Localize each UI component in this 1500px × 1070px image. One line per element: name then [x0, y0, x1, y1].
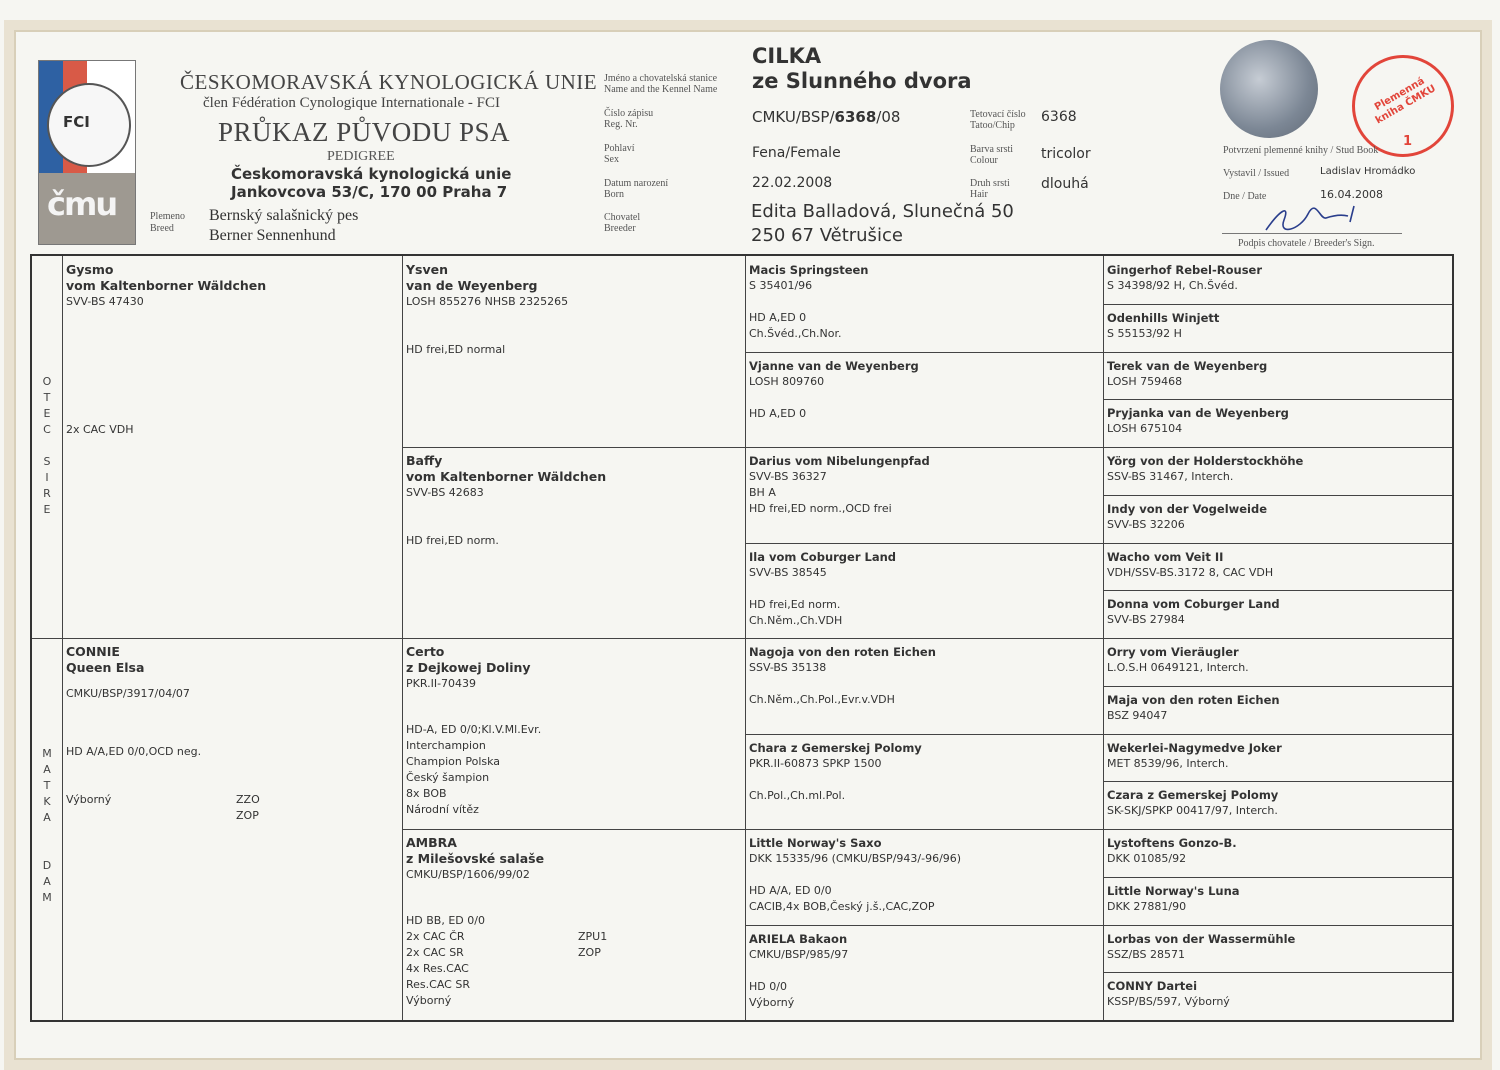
gen3-reg: DKK 15335/96 (CMKU/BSP/943/-96/96): [749, 852, 962, 865]
gen4-name: Little Norway's Luna: [1107, 883, 1240, 898]
gen2-info: Interchampion: [406, 739, 486, 752]
gen2-info: Res.CAC SR: [406, 978, 470, 991]
gen3-name: Macis Springsteen: [749, 263, 869, 277]
gen3-reg: CMKU/BSP/985/97: [749, 947, 849, 961]
gen2-name: Baffy: [406, 453, 443, 468]
gen4-reg: MET 8539/96, Interch.: [1107, 756, 1229, 770]
gen4-name: Odenhills Winjett: [1107, 310, 1220, 325]
dam-cell: [62, 638, 402, 1020]
org-name: ČESKOMORAVSKÁ KYNOLOGICKÁ UNIE: [180, 70, 598, 94]
gen3-info: Ch.Něm.,Ch.VDH: [749, 613, 843, 627]
dam-name: CONNIE: [66, 644, 120, 659]
gen4-name: Lystoftens Gonzo-B.: [1107, 836, 1237, 850]
cmu-logo-text: čmu: [47, 185, 117, 223]
date-label: Dne / Date: [1223, 191, 1267, 202]
gen4-name: Donna vom Coburger Land: [1107, 597, 1280, 612]
gen4-reg: SVV-BS 27984: [1107, 613, 1185, 627]
reg-number: CMKU/BSP/6368/08: [752, 108, 901, 126]
gen4-cell: [1103, 925, 1452, 973]
breed-value-en: Berner Sennenhund: [209, 227, 336, 244]
gen3-reg: PKR.II-60873 SPKP 1500: [749, 756, 882, 770]
gen4-reg: KSSP/BS/597, Výborný: [1107, 995, 1230, 1009]
gen4-reg: L.O.S.H 0649121, Interch.: [1107, 661, 1249, 674]
sex-label-cs: Pohlaví: [604, 143, 635, 154]
stamp-text: Plemenná kniha ČMKU: [1372, 75, 1438, 127]
gen4-name: Gingerhof Rebel-Rouser: [1107, 263, 1263, 277]
gen2-name: Ysven: [406, 262, 449, 277]
gen2-reg: PKR.II-70439: [406, 677, 477, 690]
sire-kennel: vom Kaltenborner Wäldchen: [66, 278, 267, 293]
gen2-info: 4x Res.CAC: [406, 962, 469, 975]
gen4-name: Pryjanka van de Weyenberg: [1107, 406, 1289, 421]
dam-reg: CMKU/BSP/3917/04/07: [66, 687, 190, 700]
name-label-cs: Jméno a chovatelská stanice: [604, 73, 718, 84]
gen4-reg: SSZ/BS 28571: [1107, 947, 1186, 961]
org-address-line1: Českomoravská kynologická unie: [231, 165, 512, 183]
gen4-name: Terek van de Weyenberg: [1107, 358, 1268, 373]
gen4-reg: SK-SKJ/SPKP 00417/97, Interch.: [1107, 804, 1278, 818]
gen3-cell: [745, 447, 1103, 543]
gen2-info: HD frei,ED norm.: [406, 534, 499, 547]
gen2-info: 2x CAC ČR: [406, 930, 465, 943]
gen3-cell: [745, 638, 1103, 734]
gen2-cell: [402, 829, 745, 1020]
side-label-sire: O T E C S I R E: [42, 375, 52, 516]
gen2-kennel: z Milešovské salaše: [406, 851, 545, 866]
sire-cell: [62, 256, 402, 638]
gen2-info: Výborný: [406, 994, 452, 1007]
colour-value: tricolor: [1041, 146, 1091, 162]
reg-label-en: Reg. Nr.: [604, 119, 638, 130]
gen4-name: Indy von der Vogelweide: [1107, 501, 1268, 516]
gen4-reg: S 34398/92 H, Ch.Švéd.: [1107, 279, 1238, 292]
hologram-seal: [1220, 40, 1318, 138]
gen2-info: HD BB, ED 0/0: [406, 914, 485, 927]
gen2-cell: [402, 447, 745, 638]
gen4-cell: [1103, 781, 1452, 829]
breed-value-cs: Bernský salašnický pes: [209, 207, 359, 224]
dam-title: ZOP: [236, 809, 259, 822]
gen4-cell: [1103, 877, 1452, 925]
gen2-kennel: van de Weyenberg: [406, 278, 538, 293]
gen3-name: Ila vom Coburger Land: [749, 549, 897, 564]
gen2-reg: LOSH 855276 NHSB 2325265: [406, 295, 569, 308]
breeder-label-en: Breeder: [604, 223, 636, 234]
fci-logo-text: FCI: [63, 113, 90, 131]
born-label-en: Born: [604, 189, 624, 200]
gen2-cell: [402, 256, 745, 447]
dam-title: ZZO: [236, 793, 260, 806]
gen2-info: Champion Polska: [406, 755, 501, 768]
gen2-extra: [578, 929, 607, 961]
issued-by: Ladislav Hromádko: [1320, 166, 1416, 177]
sign-label: Podpis chovatele / Breeder's Sign.: [1238, 238, 1375, 249]
org-membership: člen Fédération Cynologique Internationale - FCI: [203, 95, 501, 111]
gen4-cell: [1103, 590, 1452, 638]
gen3-info: HD frei,ED norm.,OCD frei: [749, 502, 892, 515]
gen4-cell: [1103, 638, 1452, 686]
org-address-line2: Jankovcova 53/C, 170 00 Praha 7: [231, 183, 508, 201]
gen3-info: HD A,ED 0: [749, 311, 807, 324]
sire-info: 2x CAC VDH: [66, 423, 134, 436]
gen2-name: AMBRA: [406, 835, 457, 850]
gen3-cell: [745, 925, 1103, 1021]
gen3-name: Chara z Gemerskej Polomy: [749, 740, 922, 755]
gen4-reg: VDH/SSV-BS.3172 8, CAC VDH: [1107, 565, 1274, 579]
gen3-name: Vjanne van de Weyenberg: [749, 358, 919, 373]
gen3-info: Ch.Něm.,Ch.Pol.,Evr.v.VDH: [749, 693, 895, 706]
gen3-reg: SSV-BS 35138: [749, 661, 827, 674]
gen3-reg: SVV-BS 38545: [749, 565, 827, 579]
dam-rating: Výborný: [66, 793, 112, 806]
gen3-info: HD A/A, ED 0/0: [749, 884, 832, 897]
signature-line: [1222, 233, 1402, 234]
sire-name: Gysmo: [66, 262, 114, 277]
gen4-cell: [1103, 495, 1452, 543]
gen2-info: HD frei,ED normal: [406, 343, 506, 356]
gen4-name: Lorbas von der Wassermühle: [1107, 931, 1296, 946]
dam-kennel: Queen Elsa: [66, 660, 145, 675]
gen3-cell: [745, 256, 1103, 352]
page-title: PRŮKAZ PŮVODU PSA: [218, 117, 511, 147]
pedigree-table: [30, 254, 1454, 1022]
sex-label-en: Sex: [604, 154, 619, 165]
breed-label-cs: Plemeno: [150, 211, 185, 222]
gen4-cell: [1103, 686, 1452, 734]
tatoo-label-cs: Tetovací číslo: [970, 109, 1026, 120]
gen4-reg: DKK 01085/92: [1107, 852, 1187, 865]
dam-health: HD A/A,ED 0/0,OCD neg.: [66, 745, 202, 758]
hair-value: dlouhá: [1041, 176, 1089, 192]
sire-reg: SVV-BS 47430: [66, 295, 144, 308]
gen4-name: Czara z Gemerskej Polomy: [1107, 788, 1279, 803]
gen4-reg: SVV-BS 32206: [1107, 517, 1185, 531]
reg-label-cs: Číslo zápisu: [604, 108, 654, 119]
dog-name: CILKA: [752, 44, 822, 68]
breeder-label-cs: Chovatel: [604, 212, 641, 223]
gen2-info: Národní vítěz: [406, 803, 479, 816]
studbook-confirm-label: Potvrzení plemenné knihy / Stud Book: [1223, 145, 1379, 156]
page-subtitle: PEDIGREE: [327, 149, 395, 164]
issued-label: Vystavil / Issued: [1223, 168, 1290, 179]
gen3-name: Little Norway's Saxo: [749, 836, 882, 850]
stamp-number: 1: [1403, 134, 1413, 149]
gen3-reg: SVV-BS 36327: [749, 470, 827, 483]
issue-date: 16.04.2008: [1320, 188, 1383, 201]
gen2-info: HD-A, ED 0/0;Kl.V.Ml.Evr.: [406, 723, 542, 736]
gen3-name: Darius vom Nibelungenpfad: [749, 454, 930, 468]
gen4-reg: BSZ 94047: [1107, 708, 1168, 722]
gen4-name: Yörg von der Holderstockhöhe: [1107, 454, 1304, 468]
colour-label-en: Colour: [970, 155, 998, 166]
gen3-reg: LOSH 809760: [749, 374, 825, 388]
dam-titles: [236, 792, 260, 824]
gen4-cell: [1103, 829, 1452, 877]
born-label-cs: Datum narození: [604, 178, 669, 189]
gen2-info: Český šampion: [406, 771, 490, 784]
gen2-kennel: z Dejkowej Doliny: [406, 660, 531, 675]
gen2-extra-title: ZPU1: [578, 930, 608, 943]
gen4-reg: S 55153/92 H: [1107, 326, 1182, 340]
gen3-name: ARIELA Bakaon: [749, 931, 848, 946]
tatoo-label-en: Tatoo/Chip: [970, 120, 1015, 131]
gen4-cell: [1103, 447, 1452, 495]
gen2-kennel: vom Kaltenborner Wäldchen: [406, 469, 607, 484]
gen2-reg: SVV-BS 42683: [406, 486, 484, 499]
gen4-reg: DKK 27881/90: [1107, 899, 1187, 913]
gen3-cell: [745, 543, 1103, 639]
gen4-name: Orry vom Vieräugler: [1107, 645, 1239, 659]
gen4-cell: [1103, 734, 1452, 782]
gen2-name: Certo: [406, 644, 445, 659]
breed-label-en: Breed: [150, 223, 174, 234]
gen4-cell: [1103, 352, 1452, 400]
gen3-cell: [745, 829, 1103, 925]
dog-born: 22.02.2008: [752, 175, 833, 191]
gen4-cell: [1103, 399, 1452, 447]
gen4-reg: LOSH 675104: [1107, 422, 1183, 436]
colour-label-cs: Barva srsti: [970, 144, 1014, 155]
signature: [1260, 200, 1370, 236]
gen3-info: Výborný: [749, 995, 795, 1009]
gen3-info: HD frei,Ed norm.: [749, 597, 841, 611]
gen3-name: Nagoja von den roten Eichen: [749, 645, 936, 659]
gen4-reg: LOSH 759468: [1107, 374, 1183, 388]
gen2-extra-title: ZOP: [578, 946, 601, 959]
studbook-stamp: [1352, 55, 1454, 157]
gen3-info: HD 0/0: [749, 979, 787, 993]
gen4-reg: SSV-BS 31467, Interch.: [1107, 470, 1234, 483]
dog-sex: Fena/Female: [752, 145, 841, 161]
gen4-name: Maja von den roten Eichen: [1107, 692, 1280, 707]
gen4-cell: [1103, 543, 1452, 591]
breeder-line1: Edita Balladová, Slunečná 50: [751, 201, 1014, 222]
side-label-dam: M A T K A D A M: [42, 747, 52, 904]
hair-label-cs: Druh srsti: [970, 178, 1010, 189]
fci-cmu-logo: [38, 60, 136, 245]
name-label-en: Name and the Kennel Name: [604, 84, 718, 95]
gen3-cell: [745, 734, 1103, 830]
gen2-info: 2x CAC SR: [406, 946, 464, 959]
gen3-reg: S 35401/96: [749, 279, 813, 292]
gen3-info: BH A: [749, 486, 776, 499]
gen3-info: Ch.Pol.,Ch.ml.Pol.: [749, 788, 846, 802]
breeder-line2: 250 67 Větrušice: [751, 225, 903, 246]
gen3-info: Ch.Švéd.,Ch.Nor.: [749, 327, 842, 340]
gen4-cell: [1103, 256, 1452, 304]
gen4-name: CONNY Dartei: [1107, 979, 1198, 994]
tatoo-value: 6368: [1041, 109, 1077, 125]
dog-kennel: ze Slunného dvora: [752, 69, 972, 93]
gen3-cell: [745, 352, 1103, 448]
gen4-cell: [1103, 304, 1452, 352]
hair-label-en: Hair: [970, 189, 988, 200]
gen3-info: CACIB,4x BOB,Český j.š.,CAC,ZOP: [749, 900, 935, 913]
gen3-info: HD A,ED 0: [749, 406, 807, 420]
gen4-cell: [1103, 972, 1452, 1020]
dam-rating-row: [66, 792, 398, 822]
gen2-info: 8x BOB: [406, 787, 447, 800]
gen2-cell: [402, 638, 745, 829]
gen4-name: Wacho vom Veit II: [1107, 549, 1224, 564]
gen4-name: Wekerlei-Nagymedve Joker: [1107, 740, 1282, 755]
gen2-reg: CMKU/BSP/1606/99/02: [406, 868, 530, 881]
